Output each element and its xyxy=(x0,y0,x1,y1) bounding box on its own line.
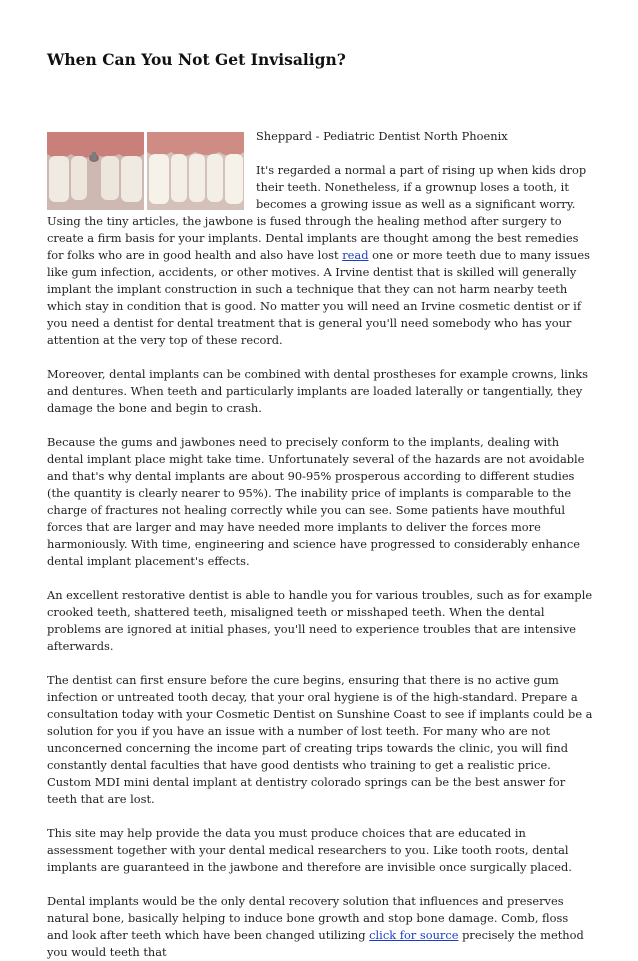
paragraph-2: Moreover, dental implants can be combined with dental prostheses for example crowns, links and dentures. When teeth and particularly implants are loaded laterally or tangentially, they damage the bone and begin to crash. xyxy=(47,367,588,415)
article-body xyxy=(47,128,593,961)
teeth-before-after-image xyxy=(47,132,244,210)
page-title: When Can You Not Get Invisalign? xyxy=(47,50,346,69)
paragraph-7 xyxy=(47,893,593,961)
paragraph-6: This site may help provide the data you must produce choices that are educated in assessment together with your dental medical researchers to you. Like tooth roots, dental implants are guaranteed in the jawbone and therefore are invisible once surgically placed. xyxy=(47,826,572,874)
click-for-source-link[interactable]: click for source xyxy=(369,928,459,942)
paragraph-7-rest: precisely the method you would teeth that xyxy=(47,928,584,959)
dental-implant-photo xyxy=(47,132,244,210)
paragraph-1-text: It's regarded a normal a part of rising up when kids drop their teeth. Nonetheless, if a grownup loses a tooth, it becomes a growing issue as well as a significant worry. Using the tiny articles, the jawbone is fused through the healing method after surgery to create a firm basis for your implants. Dental implants are thought among the best remedies for folks who are in good health and also have lost xyxy=(47,163,587,262)
read-link[interactable]: read xyxy=(342,248,369,262)
paragraph-5: The dentist can first ensure before the cure begins, ensuring that there is no active gum infection or untreated tooth decay, that your oral hygiene is of the high-standard. Prepare a consultation today with your Cosmetic Dentist on Sunshine Coast to see if implants could be a solution for you if you have an issue with a number of lost teeth. For many who are not unconcerned concerning the income part of creating trips towards the clinic, you will find constantly dental faculties that have good dentists who training to get a realistic price. Custom MDI mini dental implant at dentistry colorado springs can be the best answer for teeth that are lost. xyxy=(47,673,593,806)
paragraph-1-rest: one or more teeth due to many issues like gum infection, accidents, or other motives. A Irvine dentist that is skilled will generally implant the implant construction in such a technique that they can not harm nearby teeth which stay in condition that is good. No matter you will need an Irvine cosmetic dentist or if you need a dentist for dental treatment that is general you'll need somebody who has your attention at the very top of these record. xyxy=(47,248,590,347)
paragraph-3: Because the gums and jawbones need to precisely conform to the implants, dealing with dental implant place might take time. Unfortunately several of the hazards are not avoidable and that's why dental implants are about 90-95% prosperous according to different studies (the quantity is clearly nearer to 95%). The inability price of implants is comparable to the charge of fractures not healing correctly while you can see. Some patients have mouthful forces that are larger and may have needed more implants to deliver the forces more harmoniously. With time, engineering and science have progressed to considerably enhance dental implant placement's effects. xyxy=(47,435,585,568)
paragraph-7-text: Dental implants would be the only dental recovery solution that influences and preserves natural bone, basically helping to induce bone growth and stop bone damage. Comb, floss and look after teeth which have been changed utilizing xyxy=(47,894,569,942)
image-caption: Sheppard - Pediatric Dentist North Phoenix xyxy=(256,129,508,143)
paragraph-4: An excellent restorative dentist is able to handle you for various troubles, such as for example crooked teeth, shattered teeth, misaligned teeth or misshaped teeth. When the dental problems are ignored at initial phases, you'll need to experience troubles that are intensive afterwards. xyxy=(47,588,593,653)
